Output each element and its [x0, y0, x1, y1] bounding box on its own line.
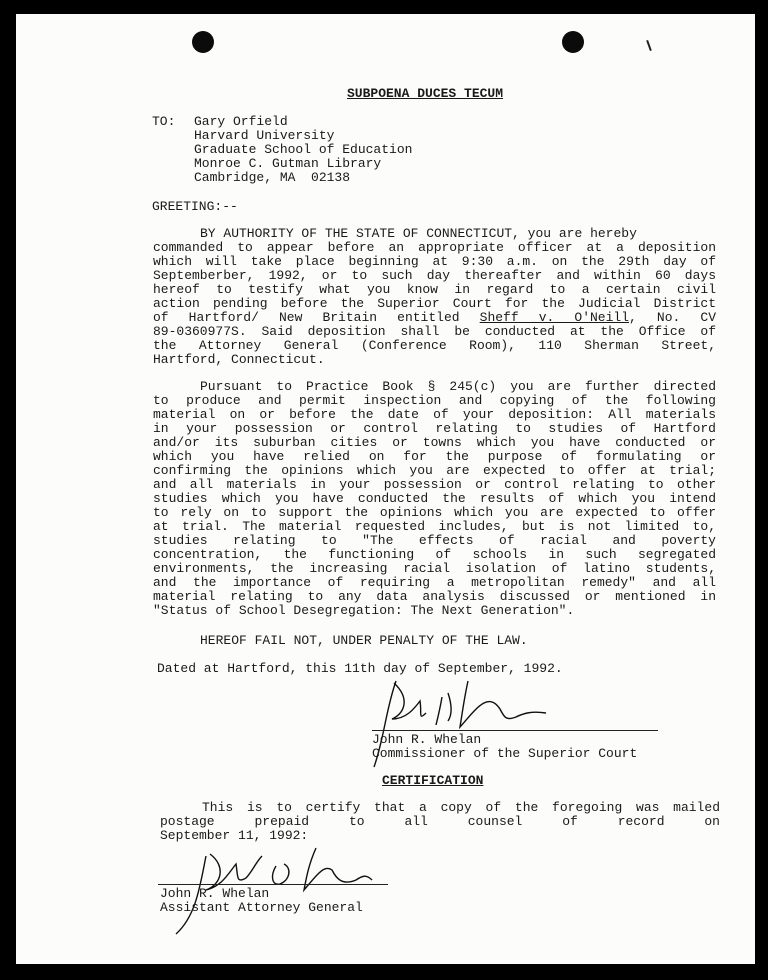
- hereof-line: HEREOF FAIL NOT, UNDER PENALTY OF THE LAW.: [200, 633, 528, 648]
- to-label: TO:: [152, 114, 176, 129]
- greeting: GREETING:--: [152, 199, 238, 214]
- certification-line: This is to certify that a copy of the foregoing was mailed: [202, 800, 720, 815]
- paragraph-line: action pending before the Superior Court for the Judicial District: [153, 296, 716, 311]
- document-page: [16, 14, 755, 964]
- punch-hole-left: [192, 31, 214, 53]
- paragraph-line: to rely on to support the opinions which you are expected to offer: [153, 505, 716, 520]
- paragraph-line: the Attorney General (Conference Room), 110 Sherman Street,: [153, 338, 716, 353]
- paragraph-line: commanded to appear before an appropriate officer at a deposition: [153, 240, 716, 255]
- signer2-title: Assistant Attorney General: [160, 900, 363, 915]
- case-name: Sheff v. O'Neill: [479, 310, 630, 325]
- paragraph-line: to produce and permit inspection and copying of the following: [153, 393, 716, 408]
- signature-line-2: [158, 884, 388, 885]
- certification-line: postage prepaid to all counsel of record on: [160, 814, 720, 829]
- paragraph-line: environments, the increasing racial isolation of latino students,: [153, 561, 716, 576]
- addressee-line: Cambridge, MA 02138: [194, 170, 351, 185]
- document-title: SUBPOENA DUCES TECUM: [347, 86, 504, 101]
- paragraph-line: at trial. The material requested includes, but is not limited to,: [153, 519, 716, 534]
- paragraph-line: material on or before the date of your deposition: All materials: [153, 407, 716, 422]
- paragraph-line: concentration, the functioning of schools in such segregated: [153, 547, 716, 562]
- certification-title: CERTIFICATION: [382, 773, 484, 788]
- addressee-line: Graduate School of Education: [194, 142, 413, 157]
- paragraph-line: and the importance of requiring a metropolitan remedy" and all: [153, 575, 716, 590]
- paragraph-line: material relating to any data analysis discussed or mentioned in: [153, 589, 716, 604]
- paragraph-line: studies relating to "The effects of racial and poverty: [153, 533, 716, 548]
- paragraph-line: Hartford, Connecticut.: [153, 352, 325, 367]
- paragraph-line: 89-0360977S. Said deposition shall be conducted at the Office of: [153, 324, 716, 339]
- paragraph-line: which you have relied on for the purpose of formulating or: [153, 449, 716, 464]
- addressee-line: Gary Orfield: [194, 114, 288, 129]
- paragraph-line-case: of Hartford/ New Britain entitled Sheff v. O'Neill, No. CV: [153, 310, 716, 325]
- signature-line-1: [372, 730, 658, 731]
- paragraph-line: Septemberber, 1992, or to such day thereafter and within 60 days: [153, 268, 716, 283]
- certification-line: September 11, 1992:: [160, 828, 309, 843]
- signer1-title: Commissioner of the Superior Court: [372, 746, 638, 761]
- paragraph-line: and/or its suburban cities or towns which you have conducted or: [153, 435, 716, 450]
- addressee-line: Harvard University: [194, 128, 335, 143]
- addressee-line: Monroe C. Gutman Library: [194, 156, 382, 171]
- paragraph-line: and all materials in your possession or control relating to other: [153, 477, 716, 492]
- paragraph-line: confirming the opinions which you are expected to offer at trial;: [153, 463, 716, 478]
- paragraph-line: in your possession or control relating to studies of Hartford: [153, 421, 716, 436]
- paragraph-line: hereof to testify what you know in regard to a certain civil: [153, 282, 716, 297]
- punch-hole-right: [562, 31, 584, 53]
- stray-mark: [646, 40, 652, 51]
- dated-line: Dated at Hartford, this 11th day of September, 1992.: [157, 661, 563, 676]
- paragraph-line: Pursuant to Practice Book § 245(c) you are further directed: [200, 379, 716, 394]
- paragraph-line: "Status of School Desegregation: The Next Generation".: [153, 603, 575, 618]
- signer1-name: John R. Whelan: [372, 732, 482, 747]
- signer2-name: John R. Whelan: [160, 886, 270, 901]
- paragraph-line: BY AUTHORITY OF THE STATE OF CONNECTICUT, you are hereby: [200, 226, 637, 241]
- paragraph-line: studies which you have conducted the results of which you intend: [153, 491, 716, 506]
- paragraph-line: which will take place beginning at 9:30 a.m. on the 29th day of: [153, 254, 716, 269]
